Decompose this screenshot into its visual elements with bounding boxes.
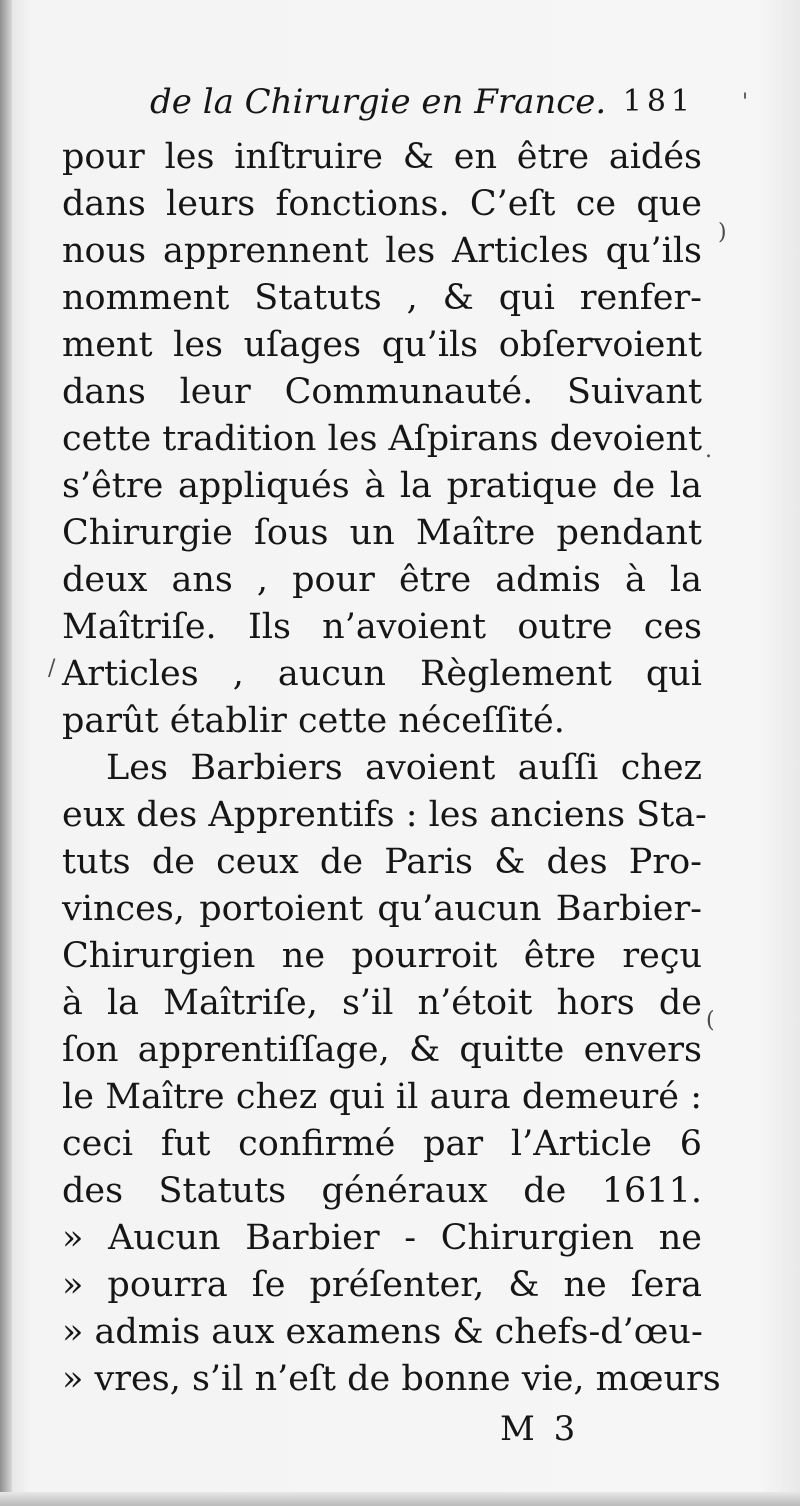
text-line: Chirurgie ſous un Maître pendant	[62, 513, 702, 553]
quotation-line: » admis aux examens & chefs-d’œu-	[62, 1312, 703, 1352]
text-line: ſon apprentiſſage, & quitte envers	[62, 1030, 702, 1070]
margin-speck: (	[706, 1008, 715, 1033]
margin-speck: )	[718, 220, 727, 245]
margin-speck: '	[742, 90, 749, 115]
quotation-line: » pourra ſe préſenter, & ne ſera	[62, 1265, 702, 1305]
page-number: 181	[622, 84, 695, 119]
text-line: nomment Statuts , & qui renfer-	[62, 278, 702, 318]
page-header	[150, 82, 695, 132]
page-bottom-shadow	[0, 1492, 800, 1506]
running-head: de la Chirurgie en France.	[150, 82, 607, 122]
text-line: deux ans , pour être admis à la	[62, 560, 702, 600]
margin-speck: /	[48, 656, 56, 681]
text-line: ceci fut confirmé par l’Article 6	[62, 1124, 702, 1164]
paragraph-start-line: Les Barbiers avoient auſſi chez	[106, 748, 702, 788]
text-line: eux des Apprentifs : les anciens Sta-	[62, 795, 707, 835]
text-line: tuts de ceux de Paris & des Pro-	[62, 842, 702, 882]
text-line: Articles , aucun Règlement qui	[62, 654, 702, 694]
text-line: dans leur Communauté. Suivant	[62, 372, 702, 412]
quotation-line: » vres, s’il n’eſt de bonne vie, mœurs	[62, 1359, 721, 1399]
text-line: le Maître chez qui il aura demeuré :	[62, 1077, 702, 1117]
text-line: dans leurs fonctions. C’eſt ce que	[62, 184, 702, 224]
margin-speck: .	[705, 438, 712, 463]
text-line: vinces, portoient qu’aucun Barbier-	[62, 889, 702, 929]
text-line: des Statuts généraux de 1611.	[62, 1171, 702, 1211]
text-line: pour les inſtruire & en être aidés	[62, 137, 702, 177]
text-line: Maîtriſe. Ils n’avoient outre ces	[62, 607, 702, 647]
paragraph-end-line: parût établir cette néceſſité.	[62, 701, 565, 741]
text-line: s’être appliqués à la pratique de la	[62, 466, 702, 506]
text-line: à la Maîtriſe, s’il n’étoit hors de	[62, 983, 702, 1023]
text-line: ment les uſages qu’ils obſervoient	[62, 325, 702, 365]
quotation-line: » Aucun Barbier - Chirurgien ne	[62, 1218, 702, 1258]
page-body-text	[62, 134, 721, 1403]
signature-mark: M 3	[500, 1409, 580, 1449]
text-line: cette tradition les Aſpirans devoient	[62, 419, 703, 459]
text-line: nous apprennent les Articles qu’ils	[62, 231, 702, 271]
text-line: Chirurgien ne pourroit être reçu	[62, 936, 702, 976]
page-gutter-shadow	[0, 0, 12, 1506]
